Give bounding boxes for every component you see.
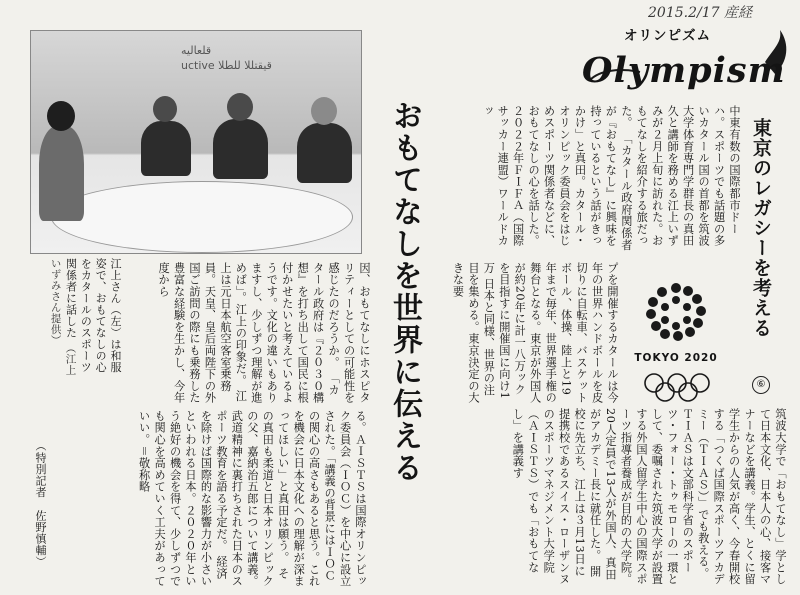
- lead-paragraph-1: 中東有数の国際都市ドーハ。スポーツでも話題の多いカタール国の首都を筑波大学体育専門学群長の真田久と講師を務める江上いずみが２月上旬に訪れた。おもてなしを紹介する旅だった。: [619, 105, 741, 247]
- logo-text: TOKYO 2020: [634, 352, 718, 364]
- middle-paragraph-1: プを開催するカタールは今年の世界ハンドボールを皮切りに自転車、バスケットボール、体操、陸上と19年まで毎年、世界選手権の舞台となる。東京が外国人が約20年に計一八万ックを目指すに開催国に向け1万: [482, 262, 619, 404]
- right-text-block: [470, 408, 788, 586]
- meeting-table: [51, 181, 353, 253]
- olympic-rings-icon: [642, 372, 712, 402]
- middle-paragraph-2: 日本と同様、世界の注目を集める。東京決定の大きな要: [451, 262, 496, 404]
- series-number: ⑥: [752, 376, 770, 394]
- person-4: [297, 123, 352, 183]
- right-paragraph-4: る。ＡＩＳＴＳは国際オリンピック委員会（ＩＯＣ）を中心に設立された。「講義の背景にはＩＯＣの関心の高さもあると思う。これを機会に日本文化への理解が深まってほしい」と真田は願う。: [276, 410, 367, 587]
- series-title: 東京のレガシーを考える: [750, 118, 772, 338]
- middle-paragraph-4: 「カタール政府は『２０３０構想』を打ち出して国民に根付かせたいと考えているようです。文化の違いもありますし、少しずつ理解が進めば」。江上の印象だ。: [234, 262, 341, 404]
- banner-title: Olympism: [582, 50, 786, 91]
- right-paragraph-2: ＴＩＡＳは文部科学省のスポーツ・フォー・トゥモローの一環として、委嘱された筑波大学が設置する外国人留学生中心の国際スポーツ指導者養成が目的の大学院。20人定員で13人が外国人、真田がアカデミー長に就任した。: [588, 408, 695, 585]
- photo-credit: （江上いずみさん提供）: [49, 258, 77, 376]
- lead-paragraph-2: 「カタール政府関係者が『おもてなし』に興味を持っているという話がきっかけ」と真田。カタール・オリンピック委員会をはじめスポーツ関係者などに、おもてなしの心を話した。: [527, 105, 633, 251]
- right-paragraph-5: その真田も柔道と日本オリンピックの父、嘉納治五郎について講義。武道精神に裏打ちされた日本のスポーツ教育を語る予定だ。: [214, 410, 290, 587]
- photo-caption: [40, 258, 122, 378]
- banner-kana: オリンピズム: [624, 28, 711, 44]
- person-4-head: [311, 97, 337, 125]
- article-photo: [30, 30, 362, 254]
- middle-paragraph-5: 江上は元日本航空客室乗務員。天皇、皇后両陛下の外国ご訪問の際にも乗務した豊富な経験を生かし、今年度から: [157, 262, 248, 404]
- right-paragraph-1: 筑波大学で「おもてなし」学として日本文化、日本人の心、接客マナーなどを講義。学生、とくに留学生からの人気が高く、今春開校する「つくば国際スポーツアカデミー（ＴＩＡＳ）」でも教える。: [696, 408, 787, 585]
- byline: （特別記者 佐野慎輔）: [34, 440, 47, 568]
- middle-text-lower: [132, 262, 372, 404]
- middle-paragraph-3: 因、おもてなしにホスピタリティーとしての可能性を感じたのだろうか。: [327, 262, 371, 404]
- right-paragraph-6: 経済を除けば国際的な影響力が小さいといわれる日本。２０２０年という絶好の機会を得て、少しずつでも関心を高めていく工夫があっていい。＝敬称略: [137, 410, 228, 587]
- lead-paragraph-3: ２０２２年ＦＩＦＡ（国際サッカー連盟）ワールドカッ: [480, 105, 525, 247]
- photo-wall-text-2: uctive ﻗﻴﻘﺘﻠﻠﺎ ﻟﻠﻄﻼ: [181, 59, 272, 73]
- bottom-left-text-block: [70, 410, 368, 588]
- photo-wall-text-1: ﻗﻠﻌﺎﻟﻴﻪ: [181, 44, 212, 57]
- person-left-head: [47, 101, 75, 131]
- person-3: [213, 119, 268, 179]
- right-paragraph-3: 開校に先立ち、江上は３月13日に提携校であるスイス・ローザンヌのスポーツマネジメント大学院（ＡＩＳＴＳ）でも「おもてなし」を講義す: [511, 408, 602, 585]
- caption-text: 江上さん（左）は和服姿で、おもてなしの心をカタールのスポーツ関係者に話した: [64, 258, 122, 373]
- person-3-head: [227, 93, 253, 121]
- person-2-head: [153, 96, 177, 122]
- tokyo-2020-emblem-icon: [632, 280, 720, 354]
- date-stamp: 2015.2/17 産経: [648, 5, 752, 21]
- lead-text-block: [480, 105, 742, 255]
- person-2: [141, 121, 191, 176]
- headline: おもてなしを世界に伝える: [387, 100, 422, 484]
- middle-text-upper: [425, 262, 620, 404]
- person-left: [39, 126, 84, 221]
